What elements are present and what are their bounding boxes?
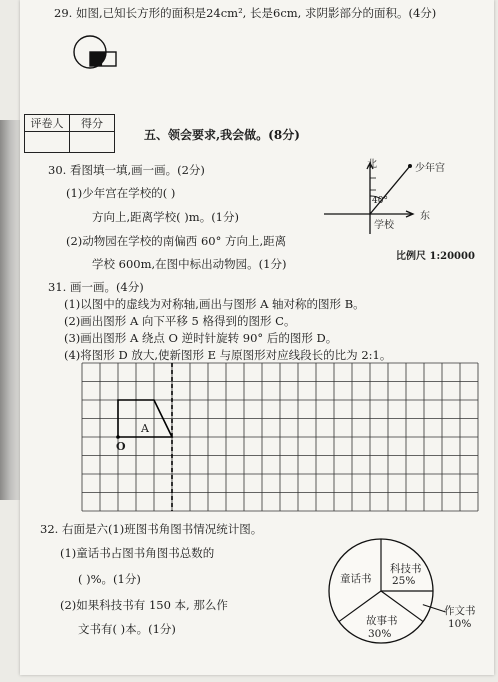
map-north: 北: [367, 159, 377, 170]
q31-item-3: (3)画出图形 A 绕点 O 逆时针旋转 90° 后的图形 D。: [64, 331, 338, 345]
q30-p1-line1: (1)少年宫在学校的( ): [66, 186, 176, 200]
q32-p1-line2: ( )%。(1分): [78, 572, 141, 586]
map-school: 学校: [374, 220, 394, 231]
q31-item-4: (4)将图形 D 放大,使新图形 E 与原图形对应线段长的比为 2:1。: [64, 348, 392, 362]
pie-label-science: 科技书: [390, 563, 422, 575]
score-cell: [70, 132, 115, 153]
q31-item-2: (2)画出图形 A 向下平移 5 格得到的图形 C。: [64, 314, 296, 328]
pie-label-story-pct: 30%: [368, 628, 392, 640]
grader-cell: [25, 132, 70, 153]
q32-title: 32. 右面是六(1)班图书角图书情况统计图。: [40, 522, 263, 536]
q32-p1-line1: (1)童话书占图书角图书总数的: [60, 546, 215, 560]
score-table: [24, 114, 115, 153]
map-angle: 40°: [372, 196, 388, 206]
map-youth-palace: 少年宫: [415, 163, 445, 174]
q30-p1-line2: 方向上,距离学校( )m。(1分): [92, 210, 239, 224]
map-scale: 比例尺 1:20000: [396, 251, 475, 262]
grid-label-o: O: [116, 440, 126, 453]
point-o: [116, 435, 120, 439]
q29-text: 29. 如图,已知长方形的面积是24cm², 长是6cm, 求阴影部分的面积。(4分): [54, 6, 437, 20]
q31-square-grid: [82, 363, 487, 517]
pie-label-story: 故事书: [366, 615, 398, 627]
grader-label: 评卷人: [25, 115, 70, 132]
q30-p2-line2: 学校 600m,在图中标出动物园。(1分): [92, 257, 287, 271]
q30-p2-line1: (2)动物园在学校的南偏西 60° 方向上,距离: [66, 234, 287, 248]
q31-title: 31. 画一画。(4分): [48, 280, 144, 294]
score-label: 得分: [70, 115, 115, 132]
pie-label-essay-pct: 10%: [448, 618, 472, 630]
pie-label-science-pct: 25%: [392, 575, 416, 587]
q30-direction-map: [316, 158, 476, 258]
grid-label-a: A: [141, 422, 149, 435]
q31-item-1: (1)以图中的虚线为对称轴,画出与图形 A 轴对称的图形 B。: [64, 297, 365, 311]
q32-p2-line2: 文书有( )本。(1分): [78, 622, 176, 636]
q30-title: 30. 看图填一填,画一画。(2分): [48, 163, 205, 177]
map-east: 东: [420, 211, 430, 222]
pie-label-essay: 作文书: [444, 605, 476, 617]
q32-p2-line1: (2)如果科技书有 150 本, 那么作: [60, 598, 228, 612]
pie-label-fairy-tale: 童话书: [340, 573, 372, 585]
section5-title: 五、领会要求,我会做。(8分): [144, 128, 300, 142]
q29-figure: [68, 28, 128, 72]
